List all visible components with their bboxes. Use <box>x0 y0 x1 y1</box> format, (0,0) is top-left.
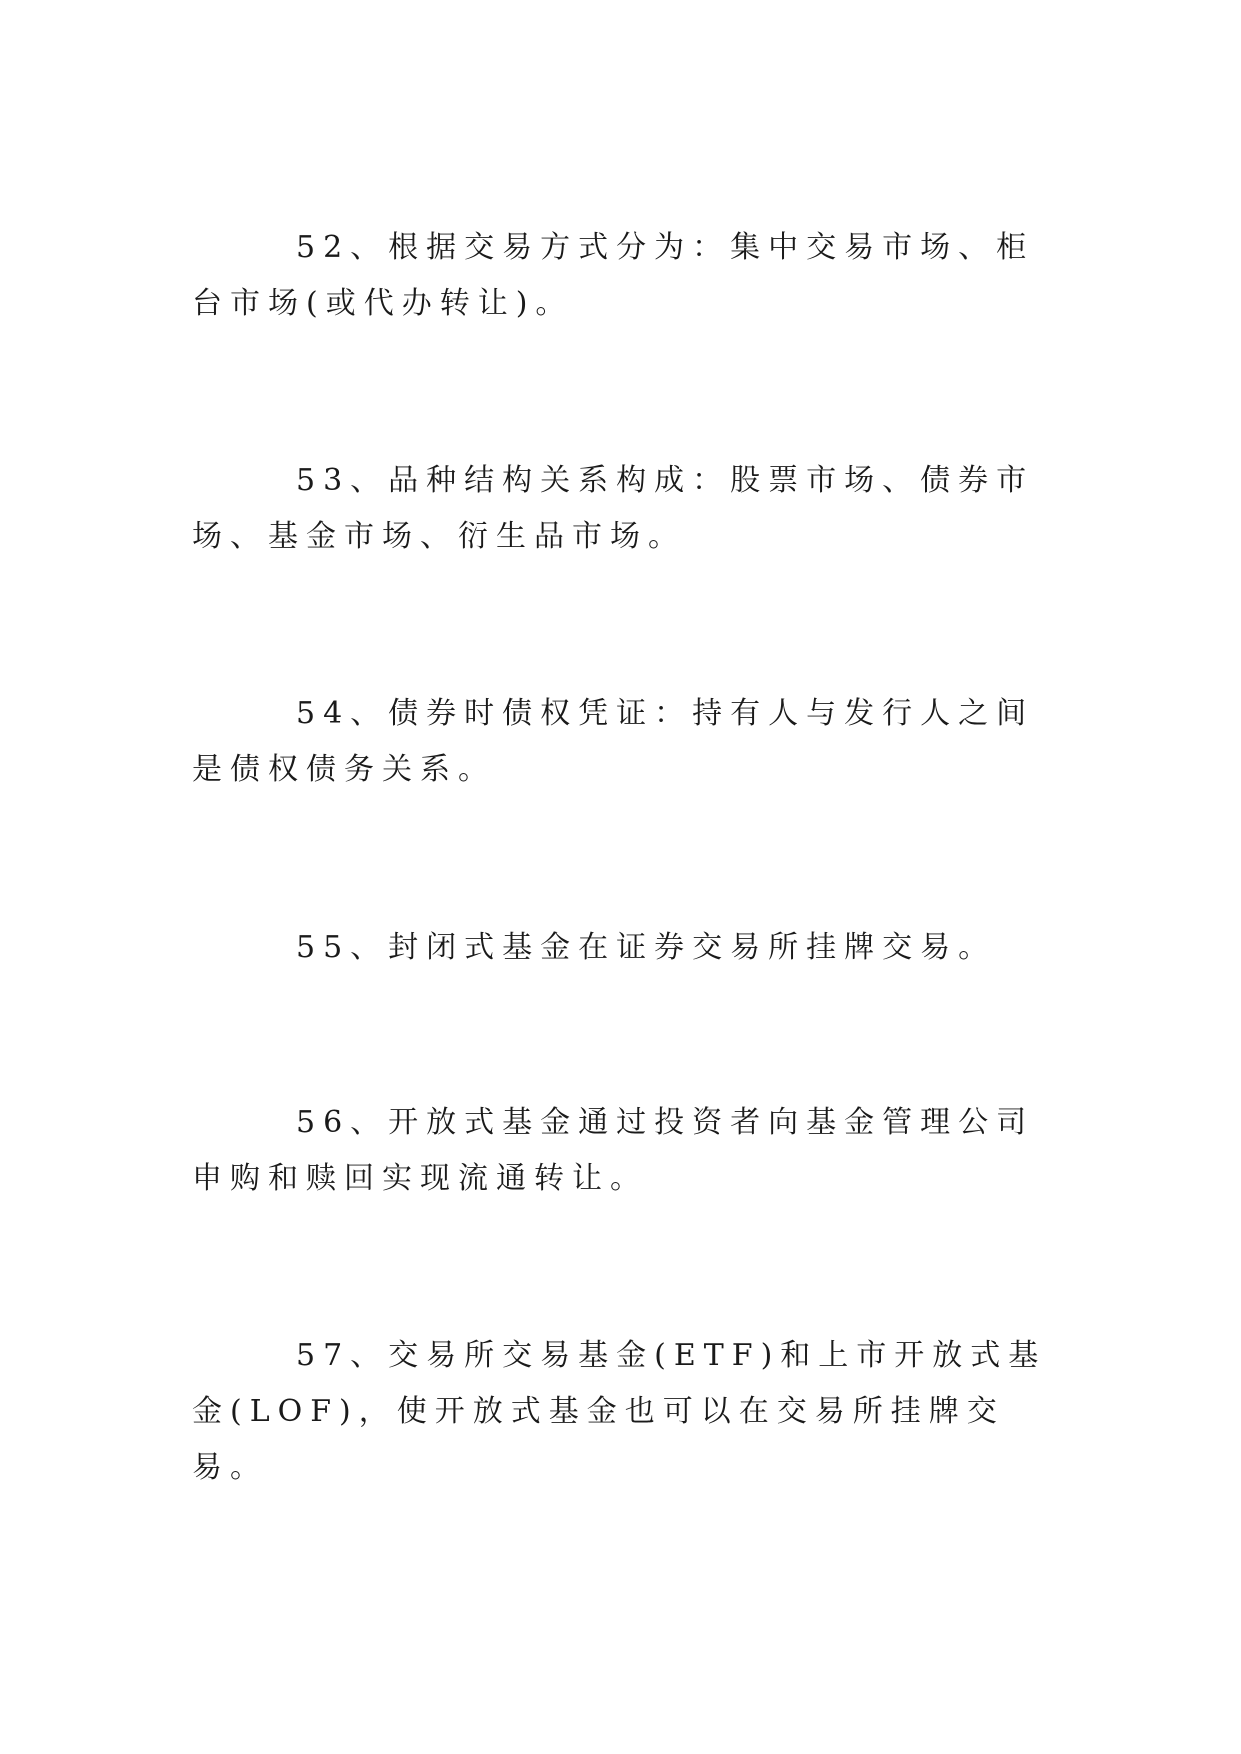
paragraph-52: 52、根据交易方式分为：集中交易市场、柜台市场(或代办转让)。 <box>192 230 1035 321</box>
paragraph-55: 55、封闭式基金在证券交易所挂牌交易。 <box>296 930 997 965</box>
paragraph-56: 56、开放式基金通过投资者向基金管理公司申购和赎回实现流通转让。 <box>192 1105 1035 1196</box>
paragraph-53: 53、品种结构关系构成：股票市场、债券市场、基金市场、衍生品市场。 <box>192 463 1035 554</box>
paragraph-54: 54、债券时债权凭证：持有人与发行人之间是债权债务关系。 <box>192 696 1035 787</box>
paragraph-57: 57、交易所交易基金(ETF)和上市开放式基金(LOF)，使开放式基金也可以在交易所挂牌交易。 <box>192 1338 1047 1485</box>
